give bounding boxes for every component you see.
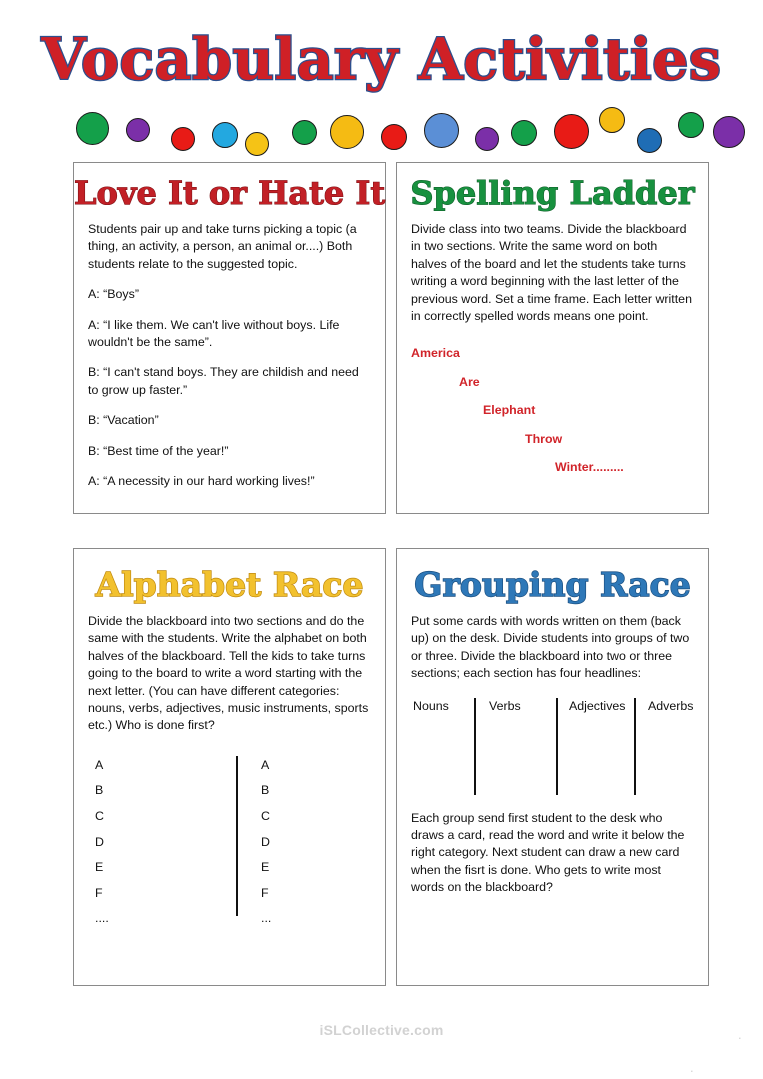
decorative-dot: [678, 112, 704, 138]
decorative-dot: [713, 116, 745, 148]
paragraph: Students pair up and take turns picking a topic (a thing, an activity, a person, an animal or....) Both students relate to the suggested topic.: [88, 222, 357, 271]
alphabet-letter-row: D: [261, 834, 270, 849]
decorative-dot: [330, 115, 364, 149]
decorative-dot: [511, 120, 537, 146]
decorative-dot: [292, 120, 317, 145]
decorative-dot: [126, 118, 150, 142]
activity-card-alphabet-race: [73, 548, 386, 986]
alphabet-column-right: [261, 753, 271, 932]
page-title: Vocabulary Activities: [41, 26, 722, 93]
alphabet-letter-row: F: [95, 885, 103, 900]
alphabet-letter-row: D: [95, 834, 104, 849]
activity-card-grouping-race: [396, 548, 709, 986]
decorative-dot: [171, 127, 195, 151]
grouping-headline: Adverbs: [648, 698, 694, 713]
paragraph: A: “Boys”: [88, 287, 139, 302]
grouping-headline: Verbs: [489, 698, 521, 713]
alphabet-letter-row: C: [95, 809, 104, 824]
decorative-dots-row: [0, 104, 763, 156]
decorative-dot: [381, 124, 407, 150]
grouping-column-divider: [634, 698, 636, 795]
alphabet-letter-row: ....: [95, 911, 109, 926]
footer-watermark: iSLCollective.com: [319, 1022, 444, 1038]
alphabet-letter-row: A: [261, 757, 270, 772]
paragraph: B: “Vacation”: [88, 413, 159, 428]
alphabet-letter-row: C: [261, 809, 270, 824]
card-body-love-it-or-hate-it: [74, 221, 385, 490]
card-title-alphabet-race: Alphabet Race: [95, 565, 364, 604]
alphabet-letter-row: B: [95, 783, 104, 798]
card-title-love-it-or-hate-it: Love It or Hate It: [74, 174, 386, 212]
paragraph: A: “I like them. We can't live without boys. Life wouldn't be the same”.: [88, 317, 340, 350]
decorative-dot: [475, 127, 499, 151]
grouping-intro-text: Put some cards with words written on them (back up) on the desk. Divide students into groups of two or three. Divide the blackboard into two or three sections; each section has four headlines:: [411, 614, 690, 681]
paragraph: A: “A necessity in our hard working lives!”: [88, 474, 315, 489]
ladder-word: Elephant: [483, 403, 536, 418]
decorative-dot: [424, 113, 459, 148]
alphabet-letter-row: F: [261, 885, 269, 900]
alphabet-column-divider: [236, 756, 238, 916]
grouping-headline: Nouns: [413, 698, 449, 713]
alphabet-instructions: [88, 613, 371, 735]
card-title-spelling-ladder: Spelling Ladder: [410, 174, 695, 212]
grouping-headline: Adjectives: [569, 698, 626, 713]
grouping-column-divider: [556, 698, 558, 795]
alphabet-letter-row: E: [95, 860, 104, 875]
paragraph: Divide class into two teams. Divide the blackboard in two sections. Write the same word on both halves of the board and let the students take turns writing a word beginning with the last letter of the previous word. Set a time frame. Each letter written in correctly spelled words means one point.: [411, 222, 692, 324]
spelling-instructions: [411, 221, 694, 325]
alphabet-letter-row: B: [261, 783, 270, 798]
decorative-dot: [554, 114, 589, 149]
card-title-grouping-race: Grouping Race: [414, 565, 691, 604]
page-header: [0, 0, 763, 155]
card-body-grouping-race: [397, 613, 708, 897]
paragraph: B: “I can't stand boys. They are childish and need to grow up faster.”: [88, 365, 359, 397]
decorative-dot: [599, 107, 625, 133]
decorative-dot: [76, 112, 109, 145]
activity-card-spelling-ladder: [396, 162, 709, 514]
alphabet-letter-columns: [88, 753, 371, 943]
ladder-word: Winter.........: [555, 460, 624, 475]
decorative-dot: [637, 128, 662, 153]
footer-dot-right: .: [738, 1027, 742, 1042]
alphabet-letter-row: ...: [261, 911, 272, 926]
activity-card-love-it-or-hate-it: [73, 162, 386, 514]
ladder-word: Are: [459, 374, 480, 389]
alphabet-letter-row: E: [261, 860, 270, 875]
grouping-column-divider: [474, 698, 476, 795]
decorative-dot: [212, 122, 238, 148]
alphabet-column-left: [95, 753, 109, 932]
card-body-spelling-ladder: [397, 221, 708, 482]
grouping-headline-table: [411, 698, 694, 810]
paragraph: Divide the blackboard into two sections and do the same with the students. Write the alphabet on both halves of the blackboard. Tell the kids to take turns going to the board to write a word starting with the next letter. (You can have different categories: nouns, verbs, adjectives, music instruments, sports etc.) Who is done first?: [88, 614, 369, 733]
card-body-alphabet-race: [74, 613, 385, 943]
decorative-dot: [245, 132, 269, 156]
spelling-ladder-example: [411, 339, 694, 482]
ladder-word: Throw: [525, 431, 563, 446]
grouping-outro-text: Each group send first student to the desk who draws a card, read the word and write it below the right category. Next student can draw a new card when the fisrt is done. Who gets to write most words on the blackboard?: [411, 810, 685, 895]
ladder-word: America: [411, 346, 460, 361]
paragraph: B: “Best time of the year!”: [88, 443, 229, 458]
alphabet-letter-row: A: [95, 757, 104, 772]
footer-dot-bottom: .: [690, 1060, 694, 1075]
